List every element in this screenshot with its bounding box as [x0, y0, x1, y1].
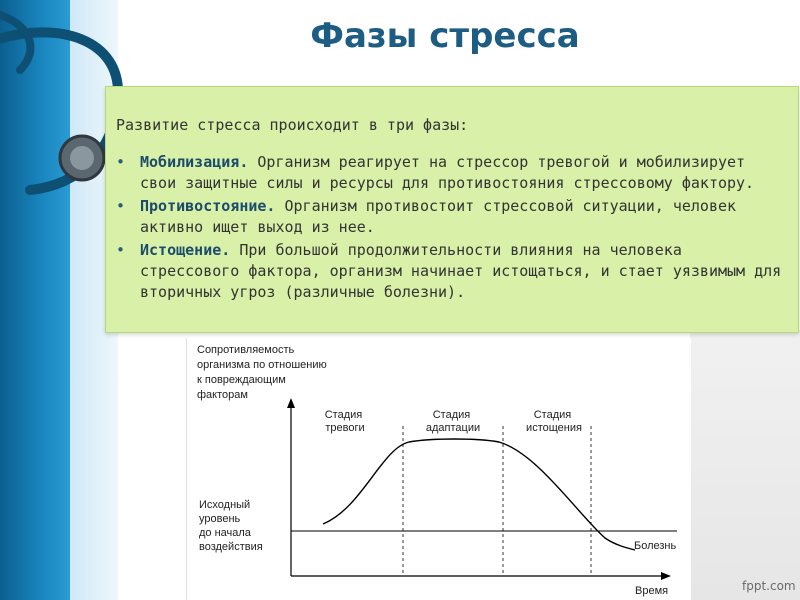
phase-item — [116, 152, 790, 194]
phase-item — [116, 240, 790, 303]
bullet-icon: • — [116, 241, 126, 259]
diagram-canvas — [187, 338, 691, 600]
phase-text: Организм реагирует на стрессор тревогой и мобилизирует свои защитные силы и ресурсы для противостояния стрессовому фактору. — [140, 153, 755, 192]
phase-name: Мобилизация. — [140, 153, 249, 171]
phases-note — [105, 86, 799, 333]
x-axis-arrow-icon — [661, 572, 671, 580]
stage-label-exhaustion: Стадия истощения — [526, 409, 582, 434]
stage-label-adaptation: Стадия адаптации — [425, 409, 481, 434]
phase-text: Организм противостоит стрессовой ситуации, человек активно ищет выход из нее. — [140, 197, 737, 236]
resistance-curve — [323, 439, 635, 550]
phase-text: При большой продолжительности влияния на человека стрессового фактора, организм начинает истощаться, и стает уязвимым для вторичных угроз (различные болезни). — [140, 241, 782, 301]
illness-label: Болезнь — [634, 540, 677, 552]
baseline-label: Исходный уровень до начала воздействия — [199, 499, 263, 553]
background-corner — [690, 330, 800, 600]
note-intro: Развитие стресса происходит в три фазы: — [116, 116, 469, 134]
page-title: Фазы стресса — [310, 16, 580, 56]
bullet-icon: • — [116, 153, 126, 171]
phase-item — [116, 196, 790, 238]
phase-name: Истощение. — [140, 241, 231, 259]
phase-name: Противостояние. — [140, 197, 276, 215]
bullet-icon: • — [116, 197, 126, 215]
footer-brand: fppt.com — [742, 579, 796, 593]
x-axis-label: Время — [635, 585, 669, 597]
stress-diagram — [186, 338, 691, 600]
y-axis-label: Сопротивляемость организма по отношению к повреждающим факторам — [197, 344, 327, 401]
y-axis-arrow-icon — [287, 398, 295, 408]
stage-label-alarm: Стадия тревоги — [324, 409, 365, 434]
